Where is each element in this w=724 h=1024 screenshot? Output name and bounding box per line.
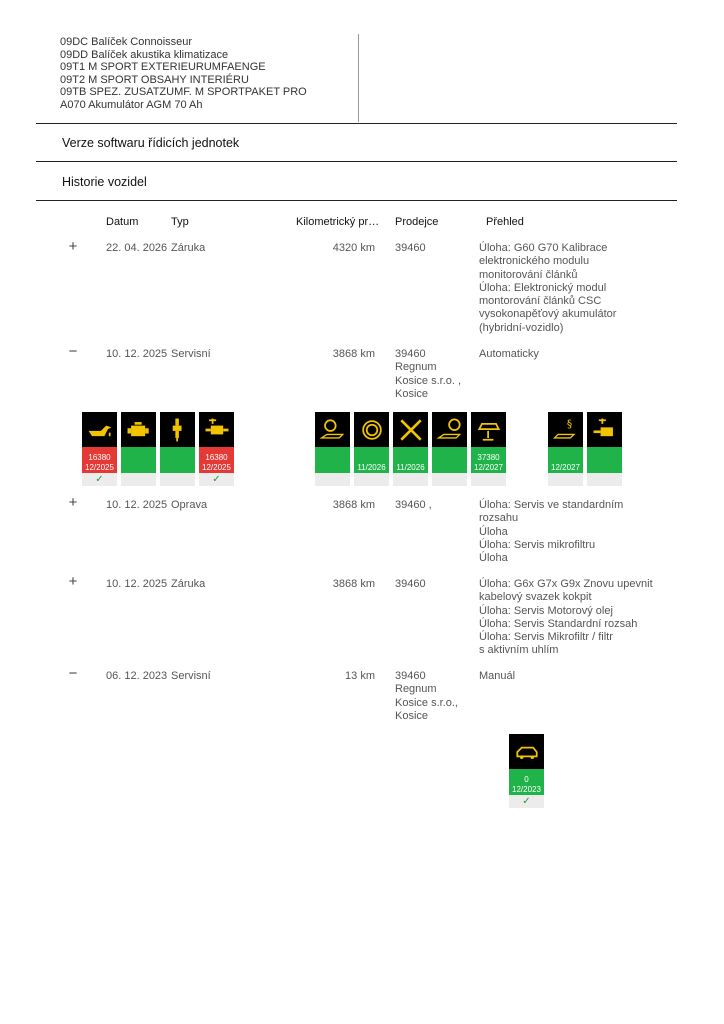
option-item: 09TB SPEZ. ZUSATZUMF. M SPORTPAKET PRO [60, 86, 307, 98]
check-icon [548, 473, 583, 486]
service-tile[interactable] [160, 412, 195, 486]
vehicle-check-icon [474, 415, 504, 445]
row-overview: Úloha: G6x G7x G9x Znovu upevnit kabelový svazek kokpit Úloha: Servis Motorový olej Úloha: Servis Standardní rozsah Úloha: Servis Mikrofiltr / filtr s aktivním uhlím [479, 578, 653, 657]
service-tile-status [471, 447, 506, 473]
service-tile-date: 12/2023 [512, 784, 541, 794]
service-tile-status [199, 447, 234, 473]
service-tile-status [432, 447, 467, 473]
service-tile-date: 11/2026 [396, 462, 425, 472]
particulate-filter-icon [202, 415, 232, 445]
row-dealer: 39460 Regnum Kosice s.r.o. , Kosice [395, 348, 462, 400]
column-header-overview[interactable]: Přehled [486, 216, 524, 228]
expand-row-button[interactable]: + [68, 238, 78, 255]
row-overview: Manuál [479, 670, 516, 682]
collapse-row-button[interactable]: − [68, 665, 78, 682]
service-tile[interactable] [393, 412, 428, 486]
check-icon [354, 473, 389, 486]
row-type: Oprava [171, 499, 208, 511]
front-brake-icon [318, 415, 348, 445]
service-tile[interactable] [587, 412, 622, 486]
service-tile[interactable] [315, 412, 350, 486]
service-tile-km: 37380 [477, 453, 500, 462]
exhaust-filter-icon [590, 415, 620, 445]
row-overview: Automaticky [479, 348, 539, 360]
expand-row-button[interactable]: + [68, 494, 78, 511]
service-tile-status [587, 447, 622, 473]
service-tile-date: 12/2025 [202, 462, 231, 472]
row-km: 3868 km [332, 499, 375, 511]
service-tile-status [82, 447, 117, 473]
check-icon: ✓ [509, 795, 544, 808]
service-tile[interactable] [199, 412, 234, 486]
row-type: Servisní [171, 348, 211, 360]
service-tile-km: 16380 [205, 453, 228, 462]
service-tile[interactable] [354, 412, 389, 486]
service-tile-date: 12/2027 [474, 462, 503, 472]
column-header-date[interactable]: Datum [106, 216, 139, 228]
column-divider [358, 34, 359, 122]
divider [36, 123, 677, 124]
tools-icon [396, 415, 426, 445]
check-icon [393, 473, 428, 486]
service-tile-status [393, 447, 428, 473]
inspection-icon [551, 415, 581, 445]
row-dealer: 39460 [395, 578, 426, 590]
check-icon [471, 473, 506, 486]
divider [36, 200, 677, 201]
row-type: Záruka [171, 242, 206, 254]
option-item: A070 Akumulátor AGM 70 Ah [60, 98, 203, 111]
software-section-header[interactable]: Verze softwaru řídicích jednotek [62, 136, 240, 150]
check-icon [160, 473, 195, 486]
car-service-icon [512, 737, 542, 767]
collapse-row-button[interactable]: − [68, 343, 78, 360]
expand-row-button[interactable]: + [68, 573, 78, 590]
options-list [60, 36, 307, 111]
service-tile-status [160, 447, 195, 473]
brake-fluid-icon [357, 415, 387, 445]
row-km: 4320 km [332, 242, 375, 254]
row-date: 10. 12. 2025 [106, 348, 168, 360]
service-tile-date: 12/2027 [551, 462, 580, 472]
row-dealer: 39460 , [395, 499, 432, 511]
option-item: 09DD Balíček akustika klimatizace [60, 48, 229, 61]
service-tile[interactable] [121, 412, 156, 486]
rear-brake-icon [435, 415, 465, 445]
history-section-header[interactable]: Historie vozidel [62, 175, 147, 189]
option-item: 09T1 M SPORT EXTERIEURUMFAENGE [60, 61, 266, 73]
service-tile-km: 0 [524, 775, 529, 784]
service-tile-km: 16380 [88, 453, 111, 462]
spark-plug-icon [163, 415, 193, 445]
service-tile-status [509, 769, 544, 795]
row-overview: Úloha: Servis ve standardním rozsahu Úloha Úloha: Servis mikrofiltru Úloha [479, 499, 624, 565]
column-header-km[interactable]: Kilometrický pr… [296, 216, 380, 228]
column-header-type[interactable]: Typ [171, 216, 189, 228]
check-icon: ✓ [199, 473, 234, 486]
option-item: 09T2 M SPORT OBSAHY INTERIÉRU [60, 73, 249, 86]
service-tile[interactable] [548, 412, 583, 486]
check-icon [587, 473, 622, 486]
service-tile-status [354, 447, 389, 473]
service-tile[interactable] [432, 412, 467, 486]
oil-can-icon [85, 415, 115, 445]
row-type: Servisní [171, 670, 211, 682]
service-tile-status [121, 447, 156, 473]
svg-text:§: § [566, 417, 572, 430]
check-icon [432, 473, 467, 486]
row-km: 3868 km [332, 348, 375, 360]
service-tile-status [548, 447, 583, 473]
service-tile[interactable] [509, 734, 544, 808]
divider [36, 161, 677, 162]
service-tile[interactable] [471, 412, 506, 486]
row-overview: Úloha: G60 G70 Kalibrace elektronického modulu monitorování článků Úloha: Elektronický modul montorování článků CSC vysokonapěťový akumulátor (hybridní-vozidlo) [479, 242, 617, 334]
service-tile[interactable] [82, 412, 117, 486]
row-date: 22. 04. 2026 [106, 242, 168, 254]
column-header-dealer[interactable]: Prodejce [395, 216, 439, 228]
service-tile-status [315, 447, 350, 473]
row-date: 06. 12. 2023 [106, 670, 168, 682]
row-type: Záruka [171, 578, 206, 590]
row-km: 3868 km [332, 578, 375, 590]
service-tile-date: 12/2025 [85, 462, 114, 472]
option-item: 09DC Balíček Connoisseur [60, 36, 193, 48]
row-km: 13 km [345, 670, 375, 682]
engine-icon [124, 415, 154, 445]
row-dealer: 39460 Regnum Kosice s.r.o., Kosice [395, 670, 458, 722]
check-icon [121, 473, 156, 486]
check-icon [315, 473, 350, 486]
service-tile-date: 11/2026 [357, 462, 386, 472]
row-date: 10. 12. 2025 [106, 499, 168, 511]
row-dealer: 39460 [395, 242, 426, 254]
check-icon: ✓ [82, 473, 117, 486]
row-date: 10. 12. 2025 [106, 578, 168, 590]
